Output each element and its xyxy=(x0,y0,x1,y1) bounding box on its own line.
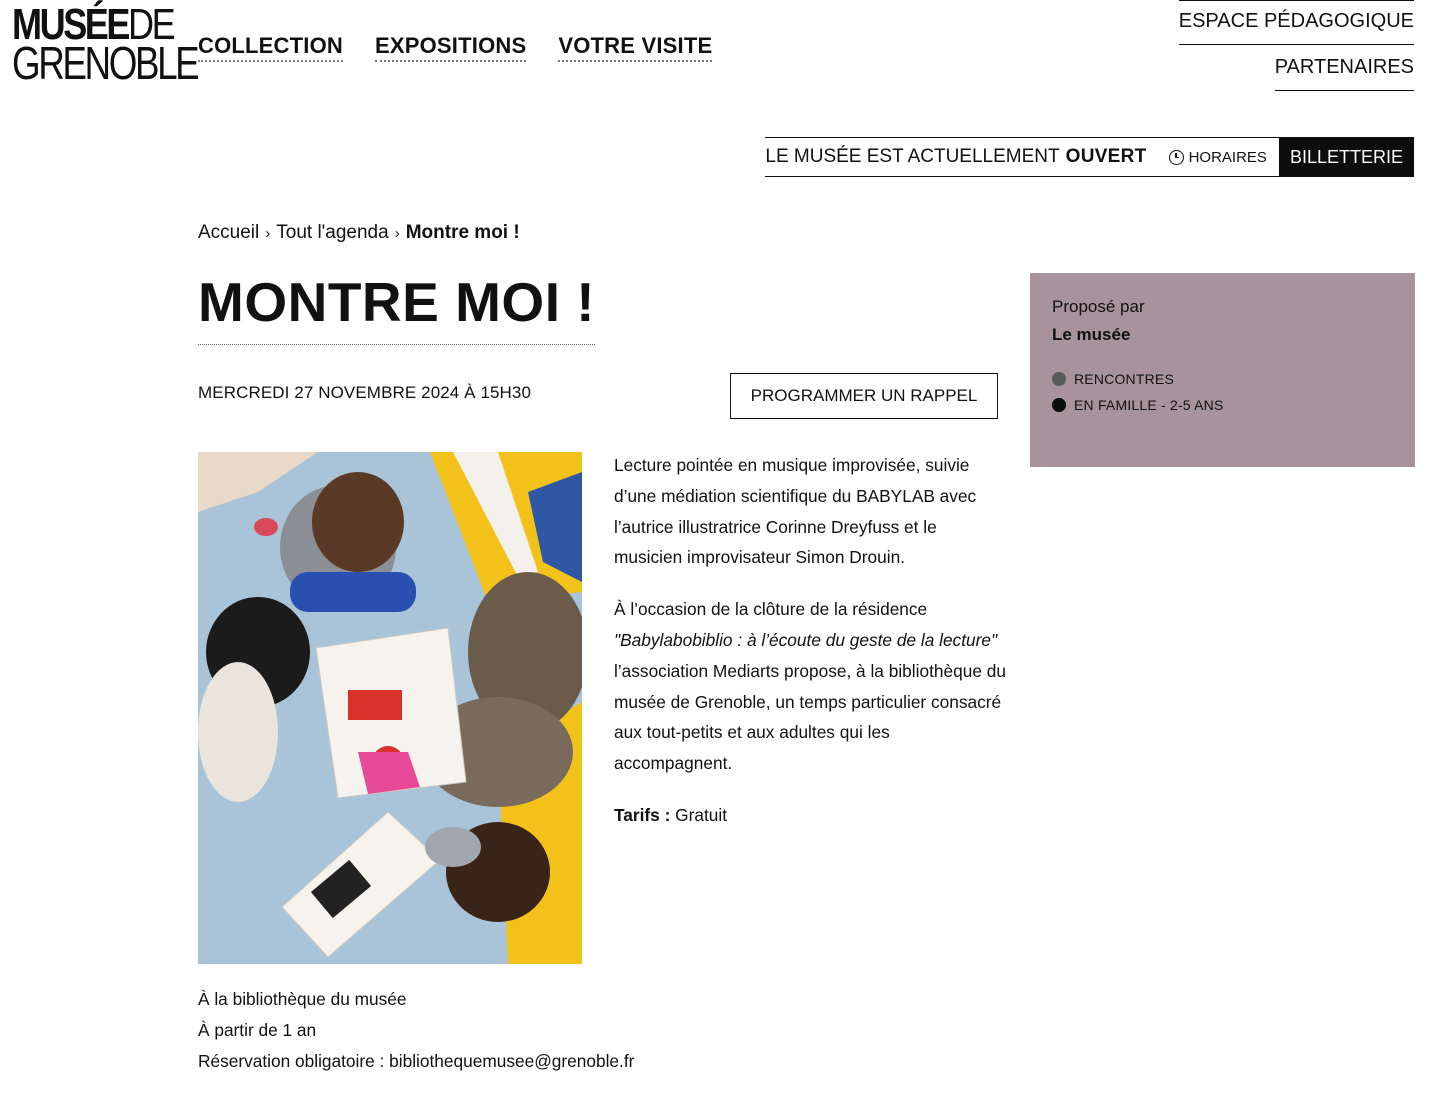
description-paragraph-1: Lecture pointée en musique improvisée, suivie d’une médiation scientifique du BABYLAB avec l’autrice illustratrice Corinne Dreyfuss et le musicien improvisateur Simon Drouin. xyxy=(614,455,977,568)
breadcrumb-home[interactable]: Accueil xyxy=(198,222,260,243)
info-location: À la bibliothèque du musée xyxy=(198,989,407,1009)
photo-child-jeans xyxy=(290,572,416,612)
main-nav xyxy=(198,33,712,62)
description-p2-end: l’association Mediarts propose, à la bibliothèque du musée de Grenoble, un temps particulier consacré aux tout-petits et aux adultes qui les accompagnent. xyxy=(614,660,1006,774)
logo-word-musee: MUSÉE xyxy=(12,0,129,49)
nav-espace-pedagogique[interactable]: ESPACE PÉDAGOGIQUE xyxy=(1179,0,1414,45)
description-paragraph-2 xyxy=(614,594,1006,779)
nav-votre-visite[interactable]: VOTRE VISITE xyxy=(558,33,712,62)
pricing-label: Tarifs : xyxy=(614,804,671,825)
status-state: OUVERT xyxy=(1065,146,1147,167)
photo-child-bottom-sleeve xyxy=(425,827,481,867)
event-sidebar xyxy=(1030,273,1415,467)
clock-icon xyxy=(1169,150,1184,165)
logo-word-de: DE xyxy=(128,0,174,49)
photo-child-hair xyxy=(312,472,404,572)
photo-child-left-shirt xyxy=(198,662,278,802)
nav-collection[interactable]: COLLECTION xyxy=(198,33,343,62)
opening-status xyxy=(765,138,1168,176)
nav-partenaires[interactable]: PARTENAIRES xyxy=(1275,45,1414,91)
breadcrumb-agenda[interactable]: Tout l'agenda xyxy=(276,222,389,243)
hours-label: HORAIRES xyxy=(1188,148,1267,166)
opening-status-bar xyxy=(765,137,1414,177)
residence-title: "Babylabobiblio : à l’écoute du geste de la lecture" xyxy=(614,629,998,650)
event-photo-illustration xyxy=(198,452,582,964)
tag-label: RENCONTRES xyxy=(1074,371,1175,387)
proposed-by-label: Proposé par xyxy=(1052,297,1145,316)
event-photo xyxy=(198,452,582,964)
tag-label: EN FAMILLE - 2-5 ANS xyxy=(1074,397,1224,413)
organizer[interactable]: Le musée xyxy=(1052,325,1131,344)
practical-info xyxy=(198,984,634,1076)
photo-child-shoe xyxy=(254,518,278,536)
info-age: À partir de 1 an xyxy=(198,1019,317,1040)
breadcrumb-separator: › xyxy=(265,224,271,242)
description-p2-start: À l’occasion de la clôture de la résidence xyxy=(614,599,928,620)
tag-dot-icon xyxy=(1052,398,1066,412)
pricing-value: Gratuit xyxy=(675,804,728,825)
page-title: MONTRE MOI ! xyxy=(198,270,595,345)
event-date: MERCREDI 27 NOVEMBRE 2024 À 15H30 xyxy=(198,383,532,402)
breadcrumb-separator: › xyxy=(394,224,400,242)
pricing xyxy=(614,800,1006,831)
breadcrumb-current: Montre moi ! xyxy=(405,222,520,243)
tag-en-famille[interactable] xyxy=(1052,397,1393,413)
set-reminder-button[interactable]: PROGRAMMER UN RAPPEL xyxy=(730,373,998,419)
event-description xyxy=(614,450,1006,852)
photo-book-red-picture xyxy=(348,690,402,720)
breadcrumb xyxy=(198,222,520,244)
info-reservation: Réservation obligatoire : bibliothequemusee@grenoble.fr xyxy=(198,1050,635,1071)
tag-dot-icon xyxy=(1052,372,1066,386)
hours-link[interactable] xyxy=(1169,138,1279,176)
nav-expositions[interactable]: EXPOSITIONS xyxy=(375,33,526,62)
logo-word-grenoble: GRENOBLE xyxy=(12,36,198,89)
status-prefix: LE MUSÉE EST ACTUELLEMENT xyxy=(765,146,1060,167)
secondary-nav xyxy=(1179,0,1414,91)
museum-logo[interactable] xyxy=(12,0,198,89)
ticketing-button[interactable]: BILLETTERIE xyxy=(1279,138,1414,176)
tag-rencontres[interactable] xyxy=(1052,371,1393,387)
